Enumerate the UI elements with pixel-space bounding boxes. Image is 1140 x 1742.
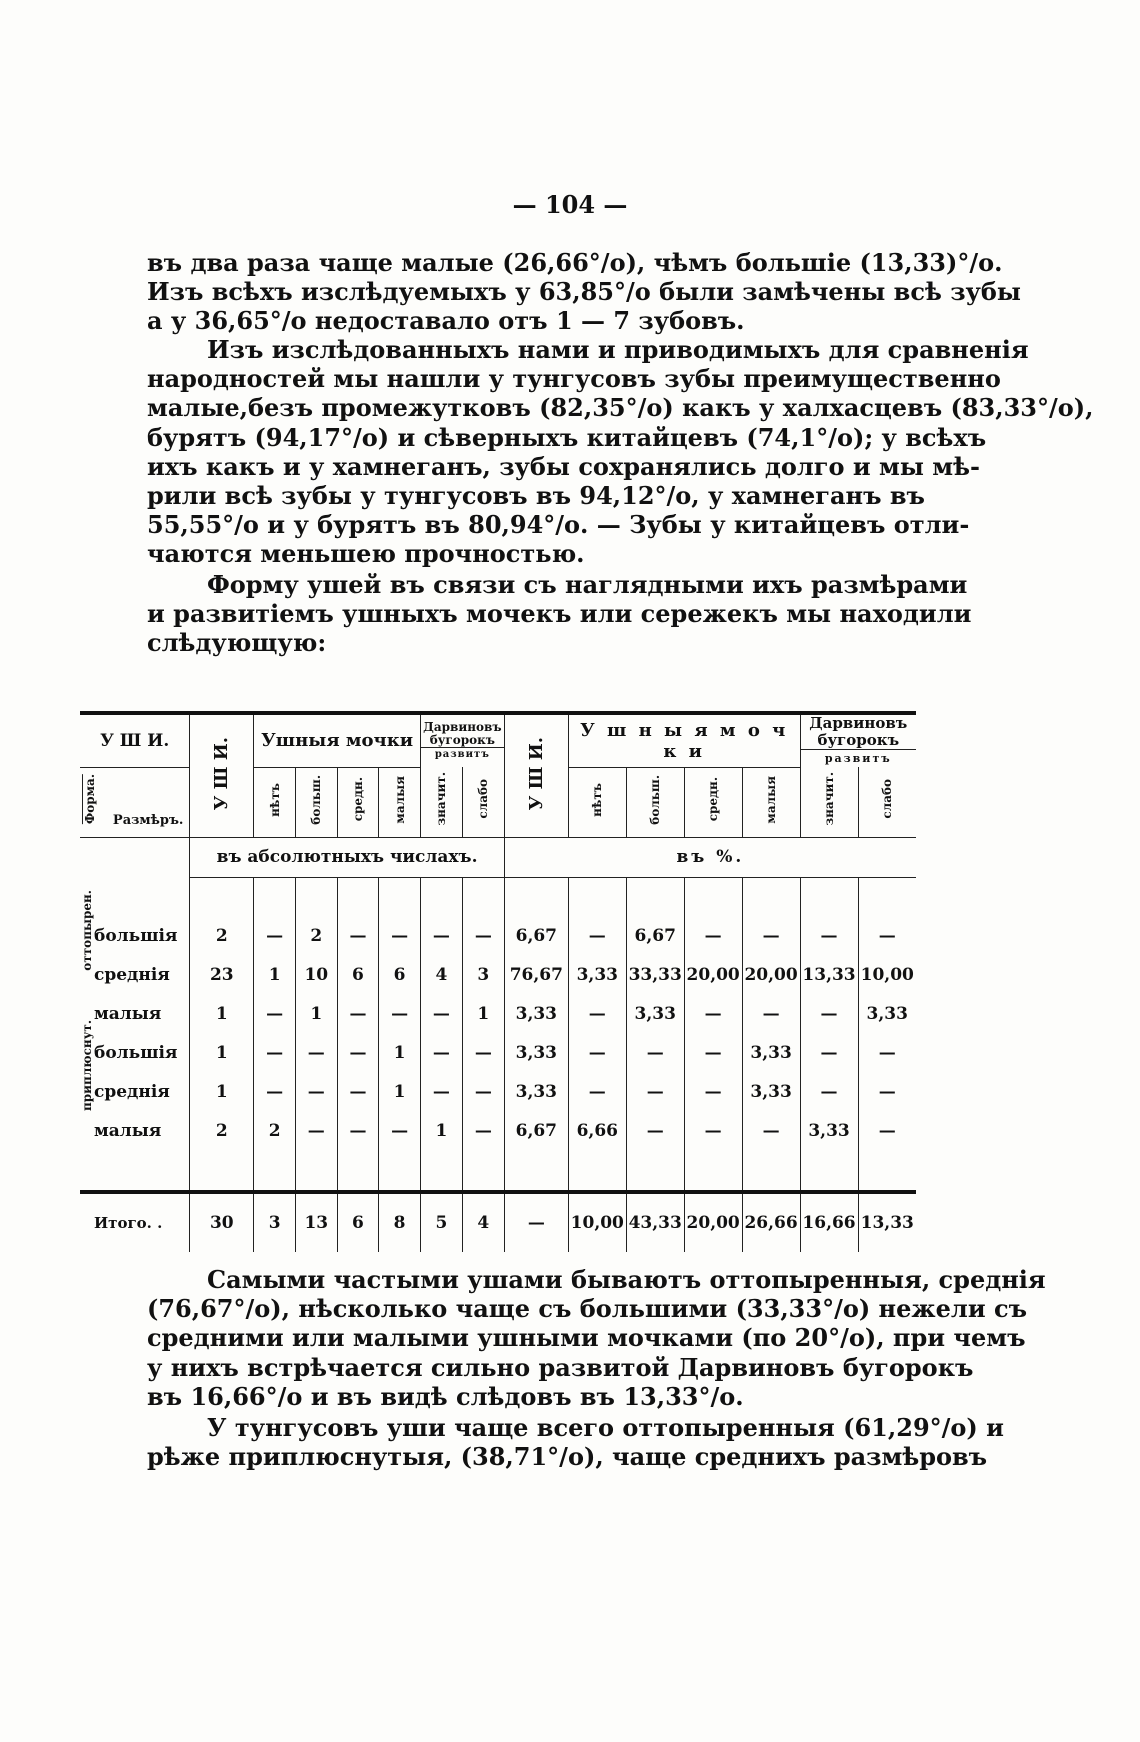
text-line: бурятъ (94,17°/о) и сѣверныхъ китайцевъ (74,1°/о); у всѣхъ: [147, 422, 987, 452]
sub-malye-pct: малыя: [742, 767, 800, 837]
text-line: слѣдующую:: [147, 628, 327, 658]
table-row: большія 1 — — — 1 — — 3,33 — — — 3,33 — —: [80, 1034, 916, 1073]
header-ushi-pct: У Ш И.: [504, 713, 568, 837]
header-darwin-abs: Дарвиновъ бугорокъ развитъ: [420, 713, 504, 767]
text-line: Самыми частыми ушами бываютъ оттопыренныя, среднія: [207, 1265, 1046, 1294]
header-ushi-count: У Ш И.: [190, 713, 254, 837]
sub-slabo-pct: слабо: [858, 767, 916, 837]
page-number: — 104 —: [512, 190, 628, 219]
sub-bolsh: больш.: [295, 767, 337, 837]
text-line: а у 36,65°/о недоставало отъ 1 — 7 зубовъ.: [147, 306, 745, 336]
text-line: и развитіемъ ушныхъ мочекъ или сережекъ мы находили: [147, 599, 972, 629]
text-line: у нихъ встрѣчается сильно развитой Дарвиновъ бугорокъ: [147, 1352, 974, 1382]
text-line: въ два раза чаще малые (26,66°/о), чѣмъ большіе (13,33)°/о.: [147, 248, 1003, 277]
text-line: въ 16,66°/о и въ видѣ слѣдовъ въ 13,33°/о.: [147, 1381, 744, 1411]
table-row: малыя 2 2 — — — 1 — 6,67 6,66 — — — 3,33 —: [80, 1112, 916, 1151]
table-row: среднія 23 1 10 6 6 4 3 76,67 3,33 33,33 20,00 20,00 13,33 10,00: [80, 956, 916, 995]
header-mochki-pct: У ш н ы я м о ч к и: [568, 713, 800, 767]
text-line: рили всѣ зубы у тунгусовъ въ 94,12°/о, у хамнеганъ въ: [147, 481, 925, 511]
text-line: Изъ изслѣдованныхъ нами и приводимыхъ для сравненія: [207, 335, 1029, 364]
row-label: большія: [94, 1043, 178, 1063]
text-line: 55,55°/о и у бурятъ въ 80,94°/о. — Зубы у китайцевъ отли-: [147, 510, 970, 540]
text-line: Изъ всѣхъ изслѣдуемыхъ у 63,85°/о были замѣчены всѣ зубы: [147, 277, 1021, 307]
sub-sredn-pct: средн.: [684, 767, 742, 837]
table-row: большія 2 — 2 — — — — 6,67 — 6,67 — — — —: [80, 917, 916, 956]
header-darwin-pct: Дарвиновъ бугорокъ развитъ: [800, 713, 916, 767]
paragraph-teeth: [147, 248, 1021, 336]
text-line: ихъ какъ и у хамнеганъ, зубы сохранялись долго и мы мѣ-: [147, 451, 980, 481]
sub-sredn: средн.: [337, 767, 379, 837]
text-line: средними или малыми ушными мочками (по 20°/о), при чемъ: [147, 1323, 1026, 1353]
sub-malye: малыя: [379, 767, 421, 837]
text-line: народностей мы нашли у тунгусовъ зубы преимущественно: [147, 364, 1001, 394]
sub-net: нѣтъ: [254, 767, 296, 837]
sub-bolsh-pct: больш.: [626, 767, 684, 837]
caption-absolute: въ абсолютныхъ числахъ.: [190, 837, 505, 877]
paragraph-ears-summary: [147, 1265, 1046, 1411]
row-label: малыя: [94, 1121, 162, 1141]
text-line: рѣже приплюснутыя, (38,71°/о), чаще среднихъ размѣровъ: [147, 1442, 988, 1472]
paragraph-comparison: [147, 335, 1094, 569]
sub-znachit: значит.: [420, 767, 462, 837]
text-line: (76,67°/о), нѣсколько чаще съ большими (33,33°/о) нежели съ: [147, 1294, 1027, 1324]
table-row: среднія 1 — — — 1 — — 3,33 — — — 3,33 — —: [80, 1073, 916, 1112]
text-line: У тунгусовъ уши чаще всего оттопыренныя (61,29°/о) и: [207, 1413, 1004, 1442]
row-label: среднія: [94, 1082, 170, 1102]
table-row: малыя 1 — 1 — — — 1 3,33 — 3,33 — — — 3,33: [80, 995, 916, 1034]
total-label: Итого. .: [94, 1213, 163, 1232]
sub-znachit-pct: значит.: [800, 767, 858, 837]
paragraph-ears-intro: [147, 570, 972, 658]
row-label: среднія: [94, 965, 170, 985]
header-mochki-abs: Ушныя мочки: [254, 713, 421, 767]
text-line: чаются меньшею прочностью.: [147, 539, 585, 569]
sub-net-pct: нѣтъ: [568, 767, 626, 837]
sub-slabo: слабо: [462, 767, 504, 837]
total-row: Итого. . 30 3 13 6 8 5 4 — 10,00 43,33 20,00 26,66 16,66 13,33: [80, 1192, 916, 1252]
header-ushi: У Ш И.: [80, 713, 190, 767]
text-line: малые,безъ промежутковъ (82,35°/о) какъ у халхасцевъ (83,33°/о),: [147, 393, 1094, 423]
row-label: малыя: [94, 1004, 162, 1024]
caption-percent: въ %.: [504, 837, 916, 877]
group-label-ottopyren: оттопырен.: [80, 890, 94, 971]
text-line: Форму ушей въ связи съ наглядными ихъ размѣрами: [207, 570, 968, 599]
paragraph-tungus-ears: [147, 1413, 1004, 1472]
row-label: большія: [94, 926, 178, 946]
ears-table: [80, 711, 916, 1252]
group-label-priplyusnut: приплюснут.: [80, 1020, 94, 1112]
header-forma-razmer: Форма. Размѣръ.: [80, 767, 190, 837]
